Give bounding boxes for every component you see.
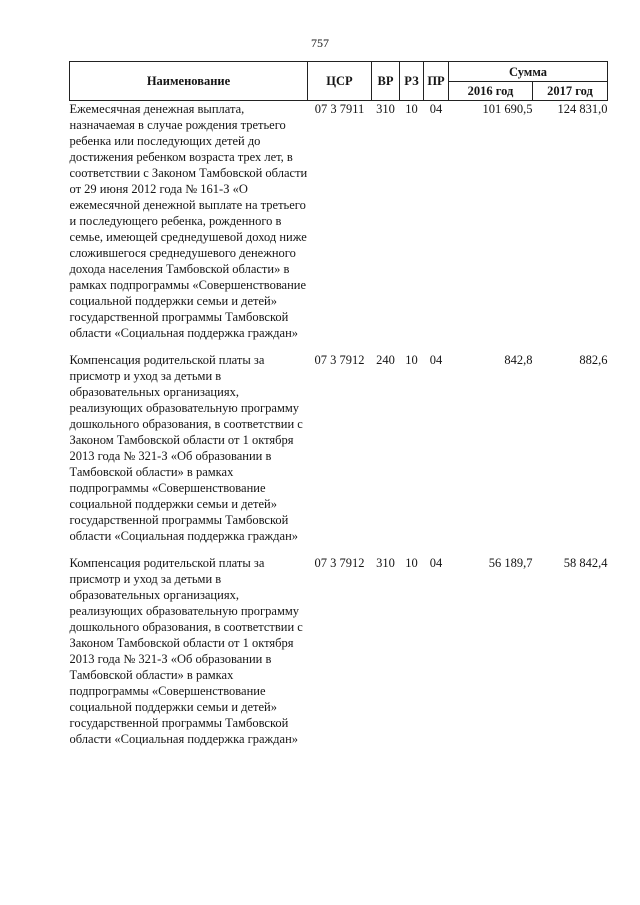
page-number: 757	[311, 36, 329, 50]
row-sum-2017: 882,6	[579, 353, 608, 367]
row-sum-2017: 124 831,0	[557, 102, 608, 116]
header-year-2017: 2017 год	[533, 82, 608, 101]
header-rz: РЗ	[400, 62, 424, 101]
row-name: Компенсация родительской платы за присмотр и уход за детьми в образовательных организациях, реализующих образовательную программу дошкольного образования, в соответствии с Законом Тамбовской области от 1 октября 2013 года № 321-З «Об образовании в Тамбовской области» в рамках подпрограммы «Совершенствование социальной поддержки семьи и детей» государственной программы Тамбовской области «Социальная поддержка граждан»	[69, 556, 303, 746]
row-rz: 10	[405, 556, 418, 570]
header-pr: ПР	[424, 62, 449, 101]
row-vr: 310	[376, 556, 395, 570]
header-name: Наименование	[70, 62, 308, 101]
row-vr: 240	[376, 353, 395, 367]
row-csr: 07 3 7911	[314, 102, 365, 116]
table-row	[70, 101, 608, 353]
header-year-2016: 2016 год	[449, 82, 533, 101]
row-sum-2016: 56 189,7	[488, 556, 533, 570]
row-csr: 07 3 7912	[314, 353, 365, 367]
table-row	[70, 555, 608, 758]
row-vr: 310	[376, 102, 395, 116]
row-name: Ежемесячная денежная выплата, назначаемая в случае рождения третьего ребенка или последующих детей до достижения ребенком возраста трех лет, в соответствии с Законом Тамбовской области от 29 июня 2012 года № 161-З «О ежемесячной денежной выплате на третьего и последующего ребенка, рожденного в семье, имеющей среднедушевой доход ниже сложившегося среднедушевого денежного дохода населения Тамбовской области» в рамках подпрограммы «Совершенствование социальной поддержки семьи и детей» государственной программы Тамбовской области «Социальная поддержка граждан»	[69, 102, 308, 340]
row-pr: 04	[429, 102, 443, 116]
row-name: Компенсация родительской платы за присмотр и уход за детьми в образовательных организациях, реализующих образовательную программу дошкольного образования, в соответствии с Законом Тамбовской области от 1 октября 2013 года № 321-З «Об образовании в Тамбовской области» в рамках подпрограммы «Совершенствование социальной поддержки семьи и детей» государственной программы Тамбовской области «Социальная поддержка граждан»	[69, 353, 303, 543]
row-sum-2017: 58 842,4	[563, 556, 608, 570]
row-rz: 10	[405, 353, 418, 367]
row-sum-2016: 842,8	[504, 353, 533, 367]
row-pr: 04	[429, 556, 443, 570]
row-pr: 04	[429, 353, 443, 367]
budget-table	[69, 61, 608, 758]
header-vr: ВР	[372, 62, 400, 101]
row-csr: 07 3 7912	[314, 556, 365, 570]
header-csr: ЦСР	[308, 62, 372, 101]
header-sum: Сумма	[449, 62, 608, 82]
row-sum-2016: 101 690,5	[482, 102, 533, 116]
row-rz: 10	[405, 102, 418, 116]
table-row	[70, 352, 608, 555]
